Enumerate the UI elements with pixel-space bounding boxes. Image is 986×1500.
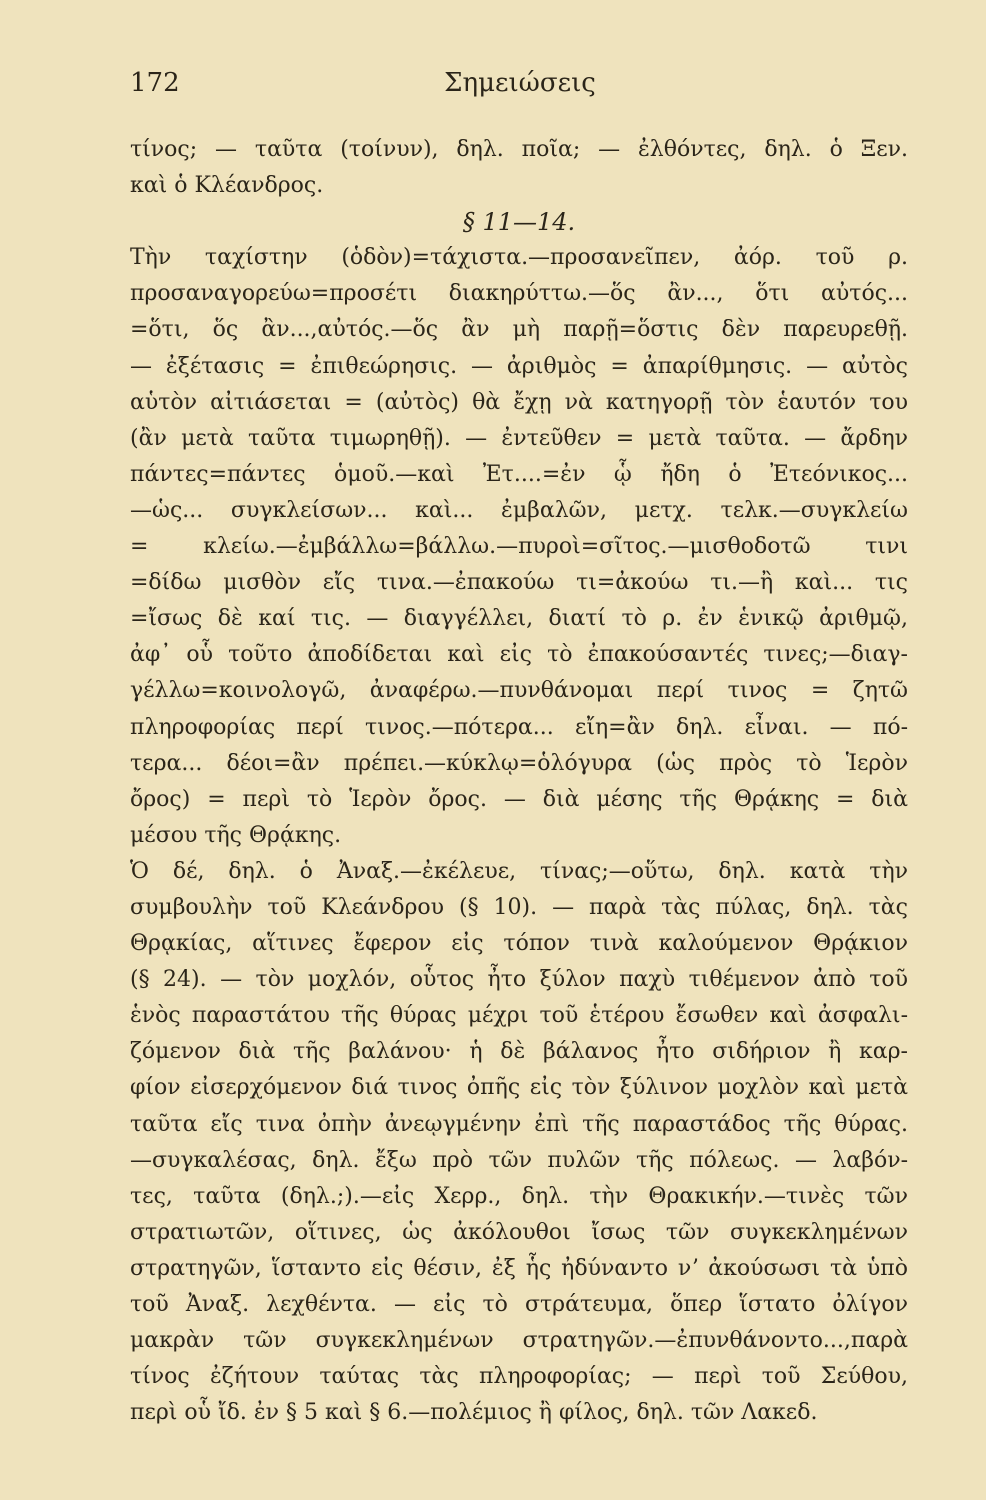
text-line: τες, ταῦτα (δηλ.;).—εἰς Χερρ., δηλ. τὴν Θρακικήν.—τινὲς τῶν xyxy=(130,1183,908,1209)
text-line: Τὴν ταχίστην (ὁδὸν)=τάχιστα.—προσανεῖπεν, ἀόρ. τοῦ ρ. xyxy=(130,245,908,271)
text-line: =ὅτι, ὅς ἂν...,αὐτός.—ὅς ἂν μὴ παρῇ=ὅστις δὲν παρευρεθῇ. xyxy=(130,317,908,343)
text-line: συμβουλὴν τοῦ Κλεάνδρου (§ 10). — παρὰ τὰς πύλας, δηλ. τὰς xyxy=(130,894,908,920)
text-line: περὶ οὗ ἴδ. ἐν § 5 καὶ § 6.—πολέμιος ἢ φίλος, δηλ. τῶν Λακεδ. xyxy=(130,1400,818,1426)
text-line: τοῦ Ἀναξ. λεχθέντα. — εἰς τὸ στράτευμα, ὅπερ ἵστατο ὀλίγον xyxy=(130,1292,908,1317)
text-line: Θρᾳκίας, αἵτινες ἔφερον εἰς τόπον τινὰ καλούμενον Θρᾴκιον xyxy=(130,931,908,957)
text-line: στρατιωτῶν, οἵτινες, ὡς ἀκόλουθοι ἴσως τῶν συγκεκλημένων xyxy=(130,1219,908,1245)
text-line: καὶ ὁ Κλέανδρος. xyxy=(130,173,324,199)
text-line: ὄρος) = περὶ τὸ Ἱερὸν ὄρος. — διὰ μέσης τῆς Θρᾴκης = διὰ xyxy=(130,786,908,812)
text-line: πάντες=πάντες ὁμοῦ.—καὶ Ἐτ....=ἐν ᾧ ἤδη ὁ Ἐτεόνικος... xyxy=(130,461,908,487)
text-line: ἀφ᾽ οὗ τοῦτο ἀποδίδεται καὶ εἰς τὸ ἐπακούσαντές τινες;—διαγ- xyxy=(130,642,908,668)
text-line: —συγκαλέσας, δηλ. ἔξω πρὸ τῶν πυλῶν τῆς πόλεως. — λαβόν- xyxy=(130,1147,908,1173)
section-heading: § 11—14. xyxy=(462,208,576,237)
text-line: (ἂν μετὰ ταῦτα τιμωρηθῇ). — ἐντεῦθεν = μετὰ ταῦτα. — ἄρδην xyxy=(130,425,908,451)
page-number: 172 xyxy=(130,68,180,98)
text-line: φίον εἰσερχόμενον διά τινος ὀπῆς εἰς τὸν ξύλινον μοχλὸν καὶ μετὰ xyxy=(130,1075,908,1101)
text-line: = κλείω.—ἐμβάλλω=βάλλω.—πυροὶ=σῖτος.—μισθοδοτῶ τινι xyxy=(130,534,908,560)
text-line: γέλλω=κοινολογῶ, ἀναφέρω.—πυνθάνομαι περί τινος = ζητῶ xyxy=(130,678,908,704)
text-line: (§ 24). — τὸν μοχλόν, οὗτος ἦτο ξύλον παχὺ τιθέμενον ἀπὸ τοῦ xyxy=(130,967,908,993)
text-line: αὑτὸν αἰτιάσεται = (αὐτὸς) θὰ ἔχῃ νὰ κατηγορῇ τὸν ἑαυτόν του xyxy=(130,389,908,415)
text-line: ζόμενον διὰ τῆς βαλάνου· ἡ δὲ βάλανος ἦτο σιδήριον ἢ καρ- xyxy=(130,1039,908,1065)
text-line: —ὡς... συγκλείσων... καὶ... ἐμβαλῶν, μετχ. τελκ.—συγκλείω xyxy=(130,497,908,523)
text-line: τίνος; — ταῦτα (τοίνυν), δηλ. ποῖα; — ἐλθόντες, δηλ. ὁ Ξεν. xyxy=(130,137,908,162)
text-line: Ὁ δέ, δηλ. ὁ Ἀναξ.—ἐκέλευε, τίνας;—οὕτω, δηλ. κατὰ τὴν xyxy=(130,858,908,884)
text-line: μέσου τῆς Θρᾴκης. xyxy=(130,822,342,848)
page-body xyxy=(130,132,908,1431)
text-line: τερα... δέοι=ἂν πρέπει.—κύκλῳ=ὁλόγυρα (ὡς πρὸς τὸ Ἱερὸν xyxy=(130,750,908,776)
page-header xyxy=(130,68,910,108)
text-line: τίνος ἐζήτουν ταύτας τὰς πληροφορίας; — περὶ τοῦ Σεύθου, xyxy=(130,1364,908,1390)
text-line: μακρὰν τῶν συγκεκλημένων στρατηγῶν.—ἐπυνθάνοντο...,παρὰ xyxy=(130,1328,908,1354)
text-line: =δίδω μισθὸν εἴς τινα.—ἐπακούω τι=ἀκούω τι.—ἢ καὶ... τις xyxy=(130,570,908,596)
text-line: πληροφορίας περί τινος.—πότερα... εἴη=ἂν δηλ. εἶναι. — πό- xyxy=(130,714,908,740)
text-line: προσαναγορεύω=προσέτι διακηρύττω.—ὅς ἂν..., ὅτι αὐτός... xyxy=(130,281,908,307)
text-line: =ἴσως δὲ καί τις. — διαγγέλλει, διατί τὸ ρ. ἐν ἑνικῷ ἀριθμῷ, xyxy=(130,606,908,632)
running-title: Σημειώσεις xyxy=(444,68,596,98)
text-line: — ἐξέτασις = ἐπιθεώρησις. — ἀριθμὸς = ἀπαρίθμησις. — αὐτὸς xyxy=(130,353,908,379)
text-line: ταῦτα εἴς τινα ὀπὴν ἀνεῳγμένην ἐπὶ τῆς παραστάδος τῆς θύρας. xyxy=(130,1111,908,1137)
text-line: στρατηγῶν, ἵσταντο εἰς θέσιν, ἐξ ἧς ἠδύναντο νʼ ἀκούσωσι τὰ ὑπὸ xyxy=(130,1255,908,1281)
text-line: ἑνὸς παραστάτου τῆς θύρας μέχρι τοῦ ἑτέρου ἔσωθεν καὶ ἀσφαλι- xyxy=(130,1003,908,1029)
